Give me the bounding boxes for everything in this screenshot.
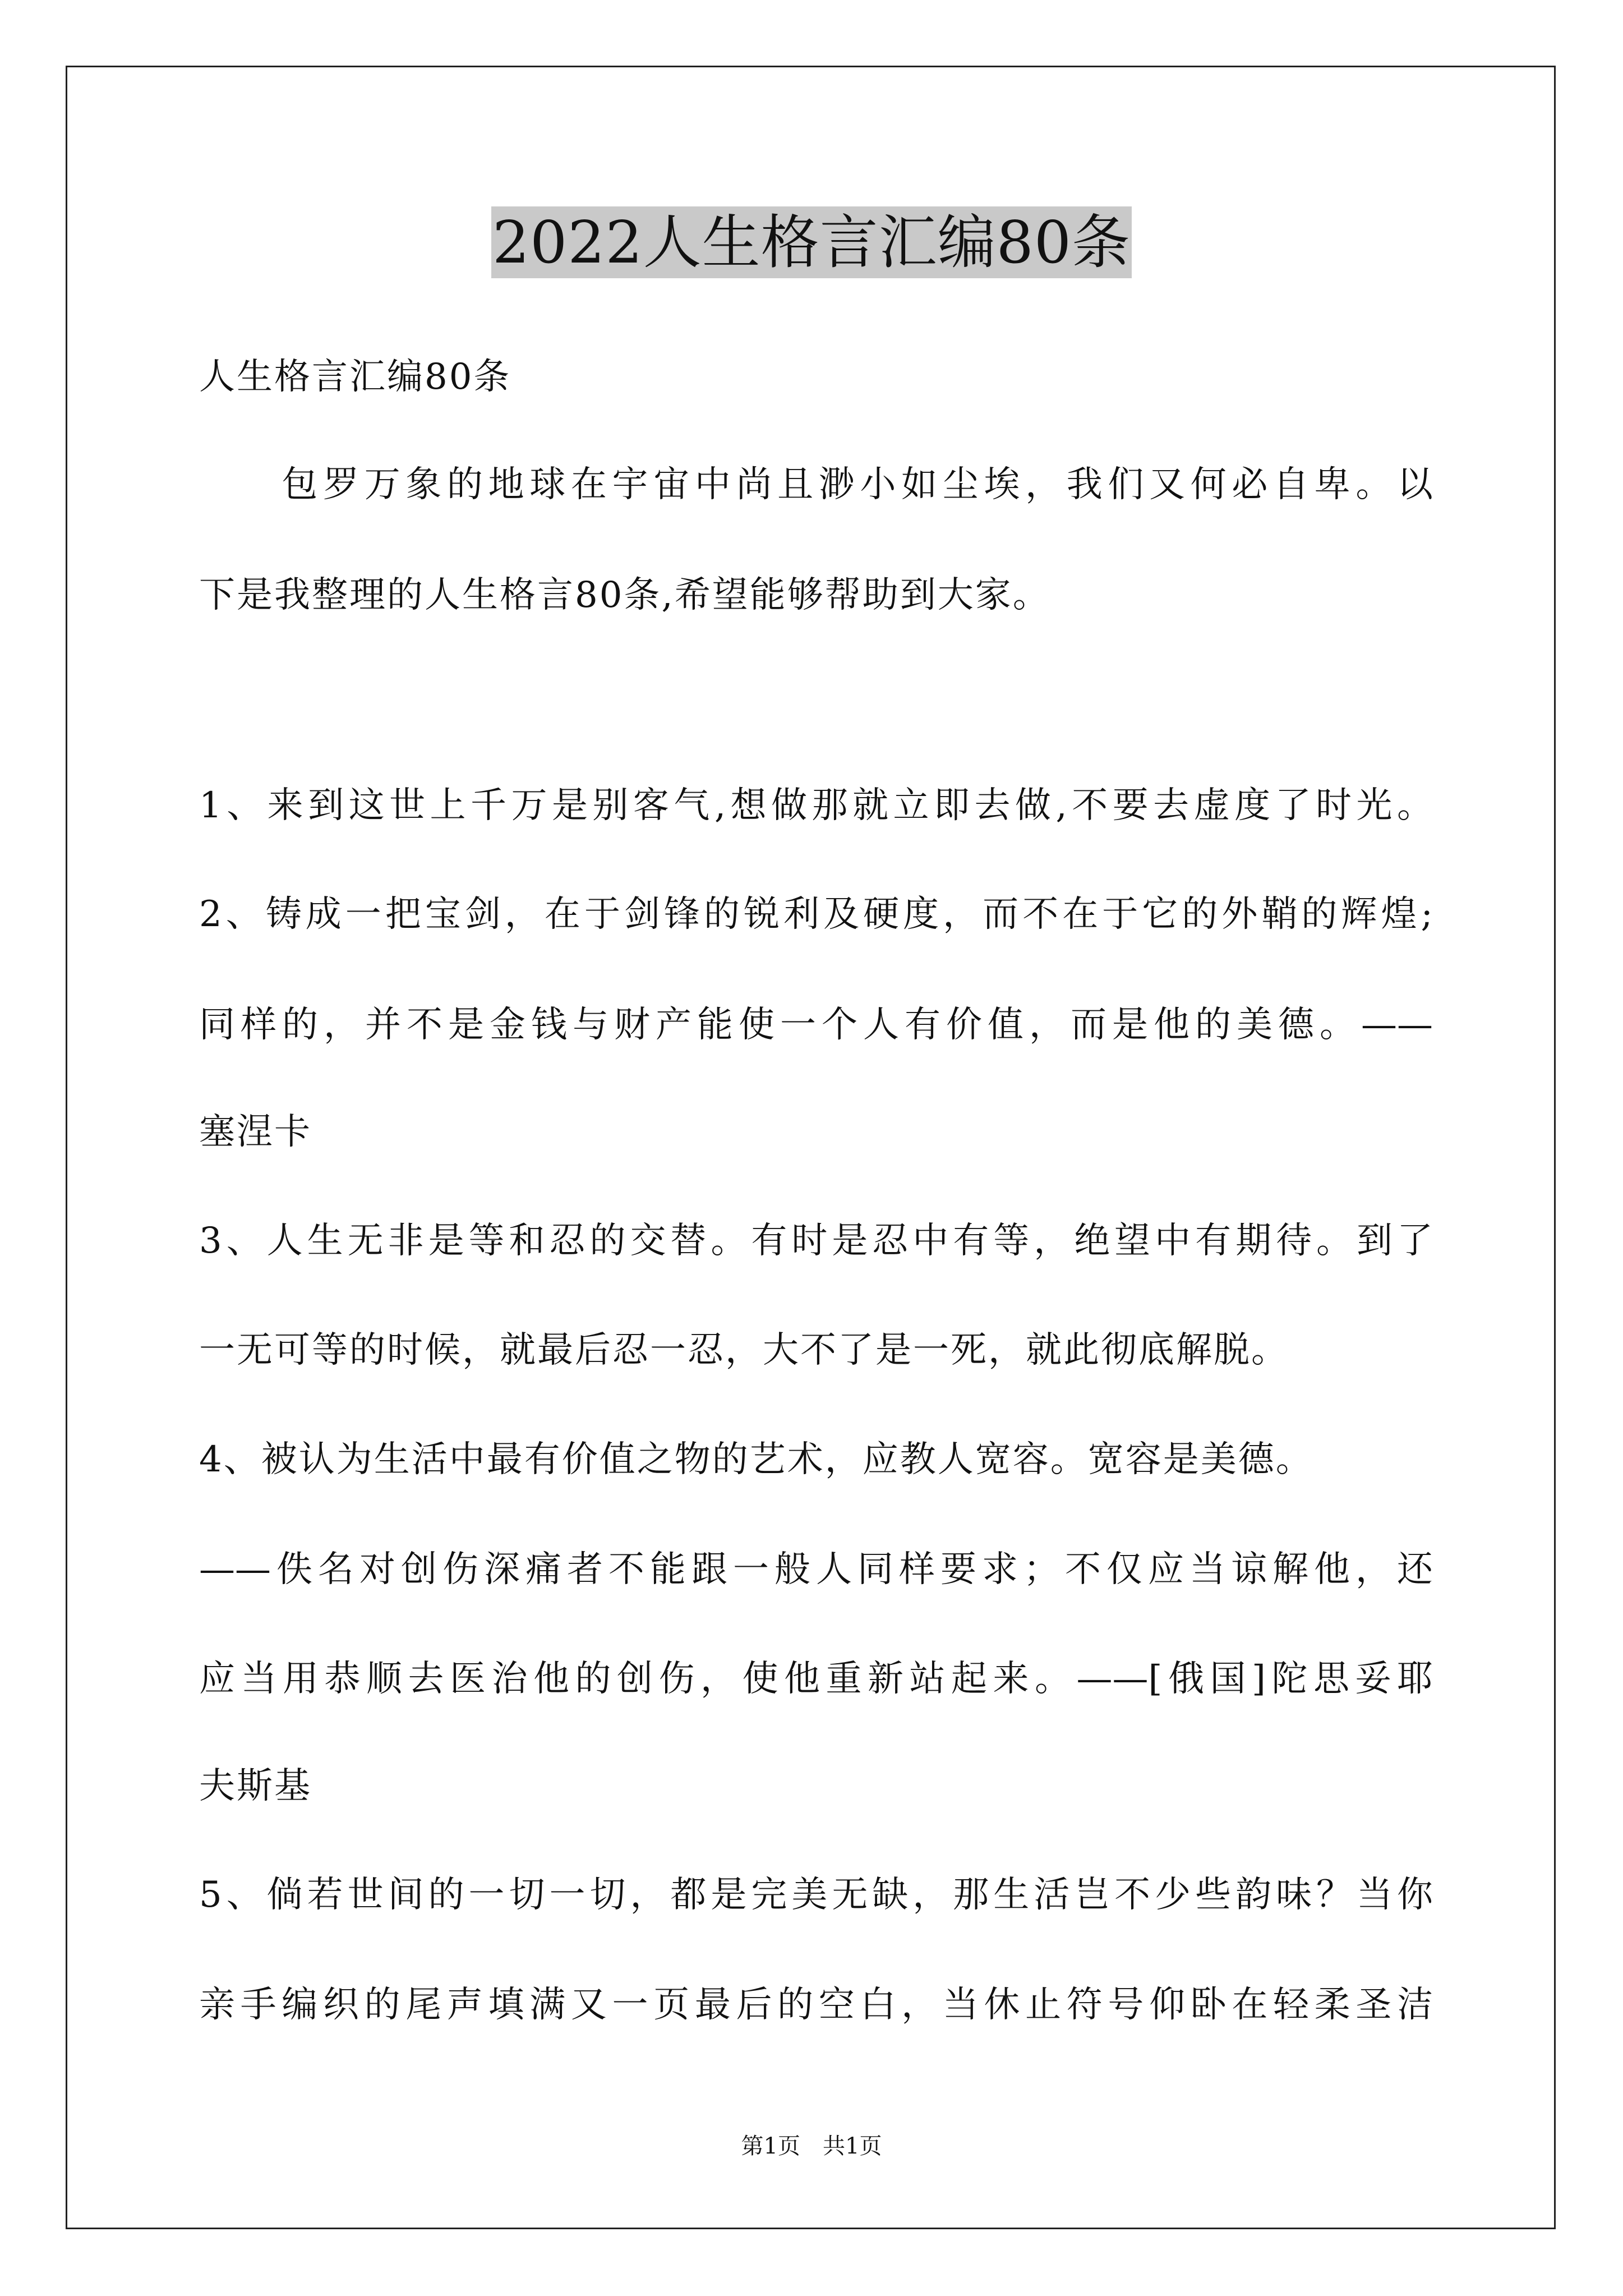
page-number-footer: 第1页 共1页: [741, 2133, 882, 2159]
body-line: 4、被认为生活中最有价值之物的艺术，应教人宽容。宽容是美德。: [199, 1439, 1313, 1480]
body-line: 塞涅卡: [199, 1111, 312, 1153]
body-line: 1、来到这世上千万是别客气,想做那就立即去做,不要去虚度了时光。: [199, 785, 1433, 826]
body-line: ——佚名对创伤深痛者不能跟一般人同样要求；不仅应当谅解他，还: [199, 1549, 1433, 1590]
body-line: 3、人生无非是等和忍的交替。有时是忍中有等，绝望中有期待。到了: [199, 1220, 1433, 1262]
body-line: 2、铸成一把宝剑，在于剑锋的锐利及硬度，而不在于它的外鞘的辉煌;: [199, 894, 1433, 935]
document-title: 2022人生格言汇编80条: [491, 206, 1132, 278]
body-line: 一无可等的时候，就最后忍一忍，大不了是一死，就此彻底解脱。: [199, 1329, 1289, 1371]
body-line: 同样的，并不是金钱与财产能使一个人有价值，而是他的美德。——: [199, 1004, 1433, 1046]
body-line: 应当用恭顺去医治他的创伤，使他重新站起来。——[俄国]陀思妥耶: [199, 1658, 1433, 1700]
body-line: 5、倘若世间的一切一切，都是完美无缺，那生活岂不少些韵味？当你: [199, 1874, 1433, 1916]
body-line: 夫斯基: [199, 1765, 312, 1807]
body-line: 包罗万象的地球在宇宙中尚且渺小如尘埃，我们又何必自卑。以: [199, 464, 1433, 505]
document-subtitle: 人生格言汇编80条: [199, 356, 511, 398]
title-container: [0, 206, 1623, 278]
body-line: 下是我整理的人生格言80条,希望能够帮助到大家。: [199, 574, 1050, 616]
body-line: 亲手编织的尾声填满又一页最后的空白，当休止符号仰卧在轻柔圣洁: [199, 1984, 1433, 2026]
